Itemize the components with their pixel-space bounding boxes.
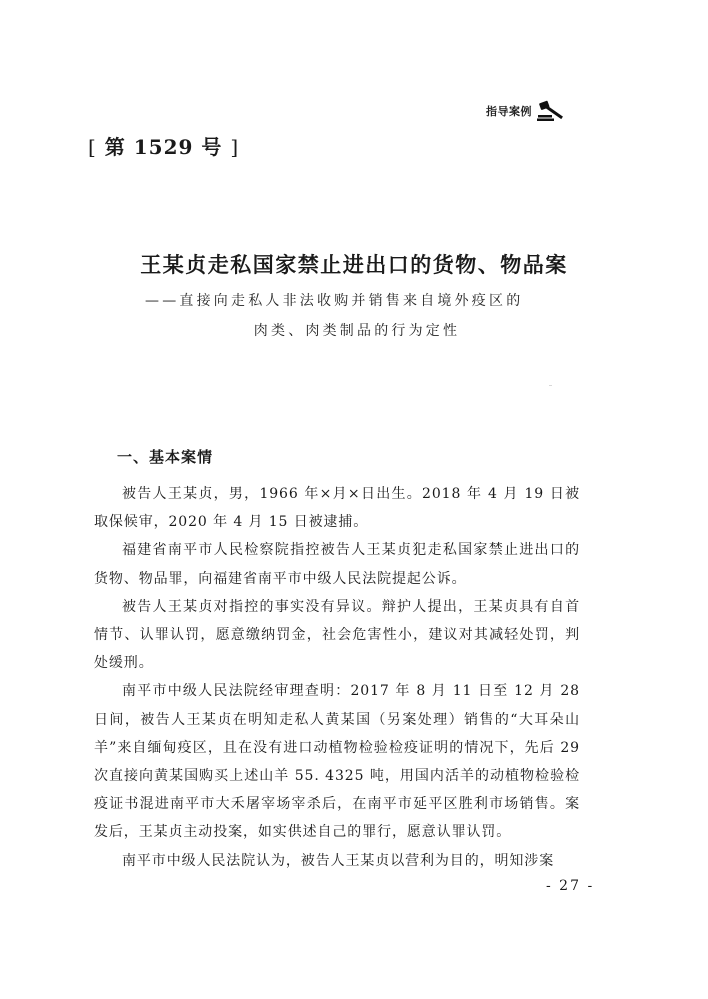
header-label: 指导案例 (486, 105, 532, 118)
running-header (486, 100, 567, 122)
case-number-text: 第 1529 号 (104, 135, 223, 159)
paragraph: 南平市中级人民法院认为，被告人王某贞以营利为目的，明知涉案 (122, 852, 555, 869)
case-title: 王某贞走私国家禁止进出口的货物、物品案 (140, 252, 568, 277)
paragraph: 福建省南平市人民检察院指控被告人王某贞犯走私国家禁止进出口的货物、物品罪，向福建省南平市中级人民法院提起公诉。 (94, 542, 580, 587)
section-heading: 一、基本案情 (117, 448, 214, 466)
case-subtitle-line-1: ——直接向走私人非法收购并销售来自境外疫区的 (145, 293, 524, 309)
case-subtitle-line-2: 肉类、肉类制品的行为定性 (253, 323, 461, 339)
case-number-open-bracket: [ (88, 135, 97, 159)
paragraph: 被告人王某贞对指控的事实没有异议。辩护人提出，王某贞具有自首情节、认罪认罚，愿意缴纳罚金，社会危害性小，建议对其减轻处罚，判处缓刑。 (94, 598, 580, 672)
case-number-close-bracket: ] (230, 135, 240, 159)
paragraph: 被告人王某贞，男，1966 年×月×日出生。2018 年 4 月 19 日被取保候审，2020 年 4 月 15 日被逮捕。 (94, 486, 580, 531)
case-number (88, 131, 239, 160)
scan-artifact (549, 385, 552, 386)
paragraph: 南平市中级人民法院经审理查明：2017 年 8 月 11 日至 12 月 28 日间，被告人王某贞在明知走私人黄某国（另案处理）销售的“大耳朵山羊”来自缅甸疫区，且在没有进口动植物检验检疫证明的情况下，先后 29 次直接向黄某国购买上述山羊 55. 4325 吨，用国内活羊的动植物检验检疫证书混进南平市大禾屠宰场宰杀后，在南平市延平区胜利市场销售。案发后，王某贞主动投案，如实供述自己的罪行，愿意认罪认罚。 (94, 683, 580, 841)
body-text (94, 480, 580, 875)
gavel-icon (537, 100, 567, 122)
page-number: - 27 - (546, 878, 595, 894)
